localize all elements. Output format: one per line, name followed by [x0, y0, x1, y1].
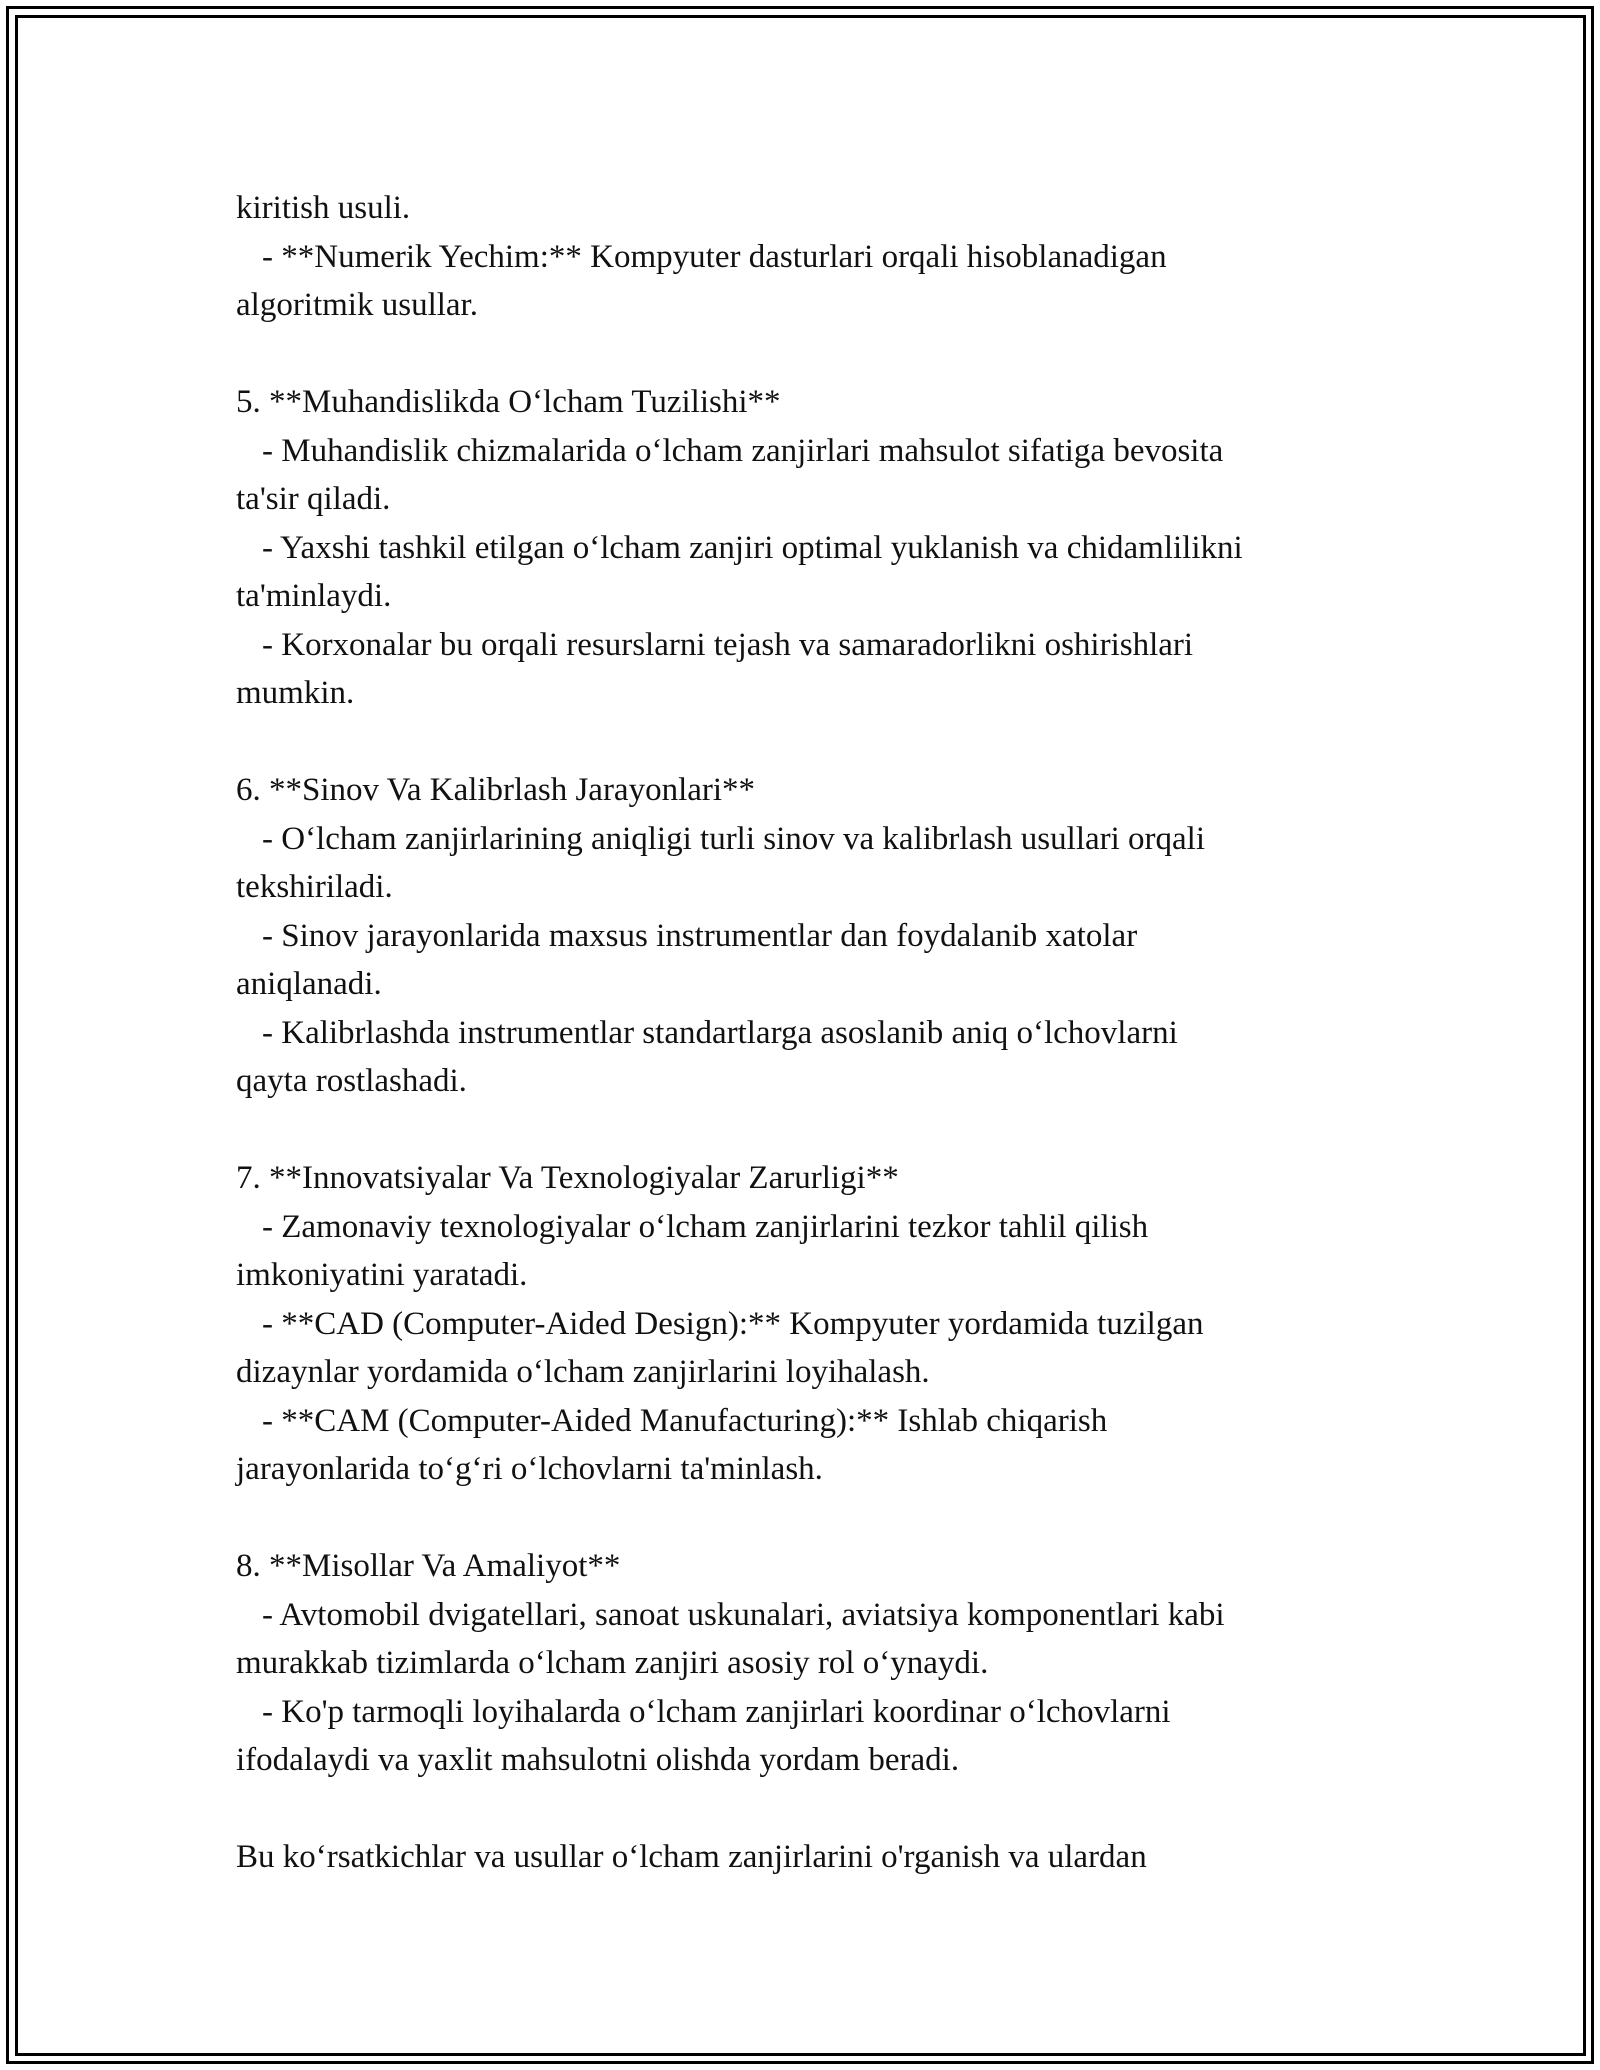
bullet-line: - **CAM (Computer-Aided Manufacturing):** Ishlab chiqarish [262, 1402, 1108, 1439]
bullet-line: - Sinov jarayonlarida maxsus instrumentlar dan foydalanib xatolar [262, 917, 1138, 954]
bullet-line: - Zamonaviy texnologiyalar o‘lcham zanjirlarini tezkor tahlil qilish [262, 1208, 1149, 1245]
text-line: aniqlanadi. [236, 966, 382, 1002]
bullet-line: - Muhandislik chizmalarida o‘lcham zanjirlari mahsulot sifatiga bevosita [262, 432, 1224, 469]
text-line: qayta rostlashadi. [236, 1063, 467, 1099]
section-heading: 6. **Sinov Va Kalibrlash Jarayonlari** [236, 772, 756, 808]
blank-line [236, 1106, 1396, 1155]
text-line: ta'minlaydi. [236, 578, 392, 614]
section-heading: 7. **Innovatsiyalar Va Texnologiyalar Zarurligi** [236, 1160, 899, 1196]
bullet-line: - Korxonalar bu orqali resurslarni tejash va samaradorlikni oshirishlari [262, 626, 1194, 663]
blank-line [236, 1785, 1396, 1834]
text-line: murakkab tizimlarda o‘lcham zanjiri asosiy rol o‘ynaydi. [236, 1645, 989, 1681]
text-line: mumkin. [236, 675, 355, 711]
bullet-line: - O‘lcham zanjirlarining aniqligi turli sinov va kalibrlash usullari orqali [262, 820, 1206, 857]
text-line: ifodalaydi va yaxlit mahsulotni olishda yordam beradi. [236, 1742, 960, 1778]
text-line: ta'sir qiladi. [236, 481, 391, 517]
bullet-line: - Ko'p tarmoqli loyihalarda o‘lcham zanjirlari koordinar o‘lchovlarni [262, 1693, 1171, 1730]
blank-line [236, 718, 1396, 767]
bullet-line: - Yaxshi tashkil etilgan o‘lcham zanjiri optimal yuklanish va chidamlilikni [262, 529, 1243, 566]
section-heading: 8. **Misollar Va Amaliyot** [236, 1548, 621, 1584]
text-line: imkoniyatini yaratadi. [236, 1257, 528, 1293]
text-line: Bu ko‘rsatkichlar va usullar o‘lcham zanjirlarini o'rganish va ulardan [236, 1839, 1147, 1875]
bullet-line: - Kalibrlashda instrumentlar standartlarga asoslanib aniq o‘lchovlarni [262, 1014, 1178, 1051]
text-line: algoritmik usullar. [236, 287, 478, 323]
section-heading: 5. **Muhandislikda O‘lcham Tuzilishi** [236, 384, 781, 420]
bullet-line: - Avtomobil dvigatellari, sanoat uskunalari, aviatsiya komponentlari kabi [262, 1596, 1225, 1633]
blank-line [236, 1494, 1396, 1543]
bullet-line: - **CAD (Computer-Aided Design):** Kompyuter yordamida tuzilgan [262, 1305, 1204, 1342]
text-line: dizaynlar yordamida o‘lcham zanjirlarini loyihalash. [236, 1354, 930, 1390]
blank-line [236, 330, 1396, 379]
text-line: kiritish usuli. [236, 190, 411, 226]
text-line: tekshiriladi. [236, 869, 393, 905]
text-line: jarayonlarida to‘g‘ri o‘lchovlarni ta'minlash. [236, 1451, 823, 1487]
bullet-line: - **Numerik Yechim:** Kompyuter dasturlari orqali hisoblanadigan [262, 238, 1167, 275]
document-body [236, 184, 1396, 1882]
